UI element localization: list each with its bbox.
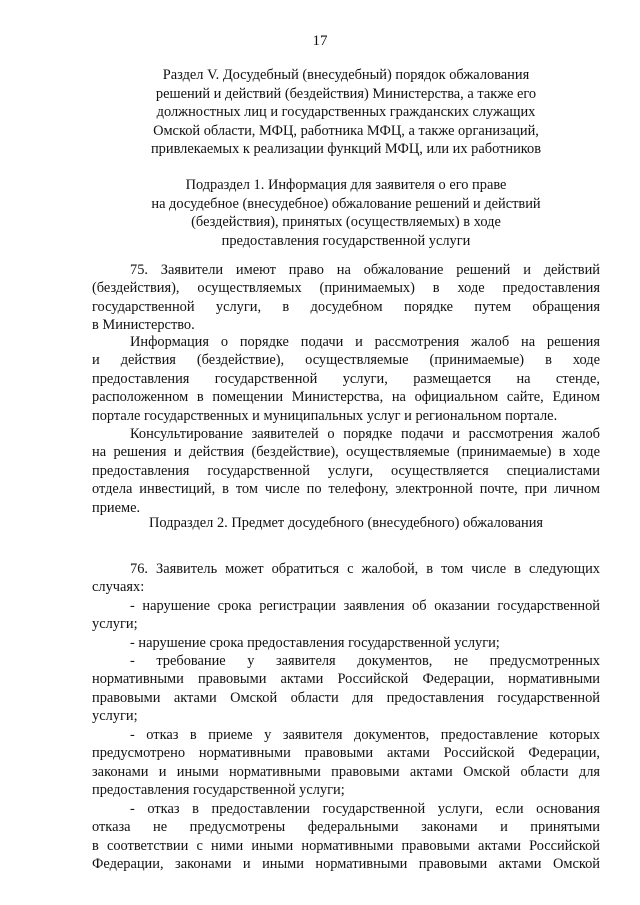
subsection1-title-line: Подраздел 1. Информация для заявителя о его праве xyxy=(185,177,507,193)
page-number: 17 xyxy=(312,33,328,49)
paragraph-76 xyxy=(92,560,600,597)
section-title-line: решений и действий (бездействия) Министерства, а также его xyxy=(155,85,537,102)
text-line: правовыми актами Омской области для предоставления государственной xyxy=(92,689,600,706)
section-title-line: привлекаемых к реализации функций МФЦ, или их работников xyxy=(150,141,542,158)
text-line: расположенном в помещении Министерства, на официальном сайте, Едином xyxy=(92,389,600,406)
text-line: отказа не предусмотрены федеральными законами и принятыми xyxy=(92,819,600,836)
text-line: отдела инвестиций, в том числе по телефону, электронной почте, при личном xyxy=(92,481,600,498)
subsection1-title-line: (бездействия), принятых (осуществляемых) в ходе xyxy=(191,214,501,231)
text-line: случаях: xyxy=(92,579,145,596)
text-line: предоставления государственной услуги, осуществляется специалистами xyxy=(92,462,600,479)
text-line: Федерации, законами и иными нормативными правовыми актами Омской xyxy=(92,856,600,873)
text-line: на решения и действия (бездействие), осуществляемые (принимаемые) в ходе xyxy=(92,444,600,461)
paragraph-consulting xyxy=(92,425,600,517)
section-title-line: должностных лиц и государственных гражданских служащих xyxy=(156,104,536,121)
text-line: законами и иными нормативными правовыми актами Омской области для xyxy=(92,763,600,780)
subsection2-title-line: Подраздел 2. Предмет досудебного (внесудебного) обжалования xyxy=(148,515,544,531)
section-title xyxy=(92,66,600,159)
list-item xyxy=(92,800,600,874)
subsection1-title-line: на досудебное (внесудебное) обжалование решений и действий xyxy=(151,195,541,212)
text-line: 75. Заявители имеют право на обжалование решений и действий xyxy=(130,262,600,278)
text-line: - отказ в приеме у заявителя документов, предоставление которых xyxy=(130,727,600,743)
text-line: услуги; xyxy=(92,616,138,633)
text-line: в Министерство. xyxy=(92,317,195,334)
text-line: приеме. xyxy=(92,499,141,516)
text-line: государственной услуги, в досудебном порядке путем обращения xyxy=(92,298,600,315)
list-item xyxy=(92,597,600,634)
text-line: услуги; xyxy=(92,708,138,725)
text-line: 76. Заявитель может обратиться с жалобой, в том числе в следующих xyxy=(130,561,600,577)
list-item xyxy=(92,634,600,652)
subsection2-title xyxy=(92,514,600,533)
text-line: предусмотрено нормативными правовыми актами Российской Федерации, xyxy=(92,745,600,762)
section-title-line: Раздел V. Досудебный (внесудебный) порядок обжалования xyxy=(162,67,530,83)
text-line: (бездействия), осуществляемых (принимаемых) в ходе предоставления xyxy=(92,280,600,297)
text-line: - требование у заявителя документов, не предусмотренных xyxy=(130,653,600,669)
list-item xyxy=(92,652,600,726)
text-line: нормативными правовыми актами Российской Федерации, нормативными xyxy=(92,671,600,688)
text-line: в соответствии с ними иными нормативными правовыми актами Российской xyxy=(92,837,600,854)
text-line: предоставления государственной услуги, размещается на стенде, xyxy=(92,370,600,387)
paragraph-75 xyxy=(92,261,600,335)
subsection1-title-line: предоставления государственной услуги xyxy=(221,232,471,249)
text-line: портале государственных и муниципальных услуг и региональном портале. xyxy=(92,407,558,424)
paragraph-information xyxy=(92,333,600,425)
text-line: и действия (бездействие), осуществляемые (принимаемые) в ходе xyxy=(92,352,600,369)
text-line: Информация о порядке подачи и рассмотрения жалоб на решения xyxy=(130,334,600,350)
list-item xyxy=(92,726,600,800)
subsection1-title xyxy=(92,176,600,250)
text-line: - отказ в предоставлении государственной услуги, если основания xyxy=(130,801,600,817)
section-title-line: Омской области, МФЦ, работника МФЦ, а также организаций, xyxy=(153,122,539,139)
text-line: - нарушение срока регистрации заявления об оказании государственной xyxy=(130,598,600,614)
text-line: предоставления государственной услуги; xyxy=(92,782,345,799)
text-line: Консультирование заявителей о порядке подачи и рассмотрения жалоб xyxy=(130,426,600,442)
text-line: - нарушение срока предоставления государственной услуги; xyxy=(130,635,500,651)
